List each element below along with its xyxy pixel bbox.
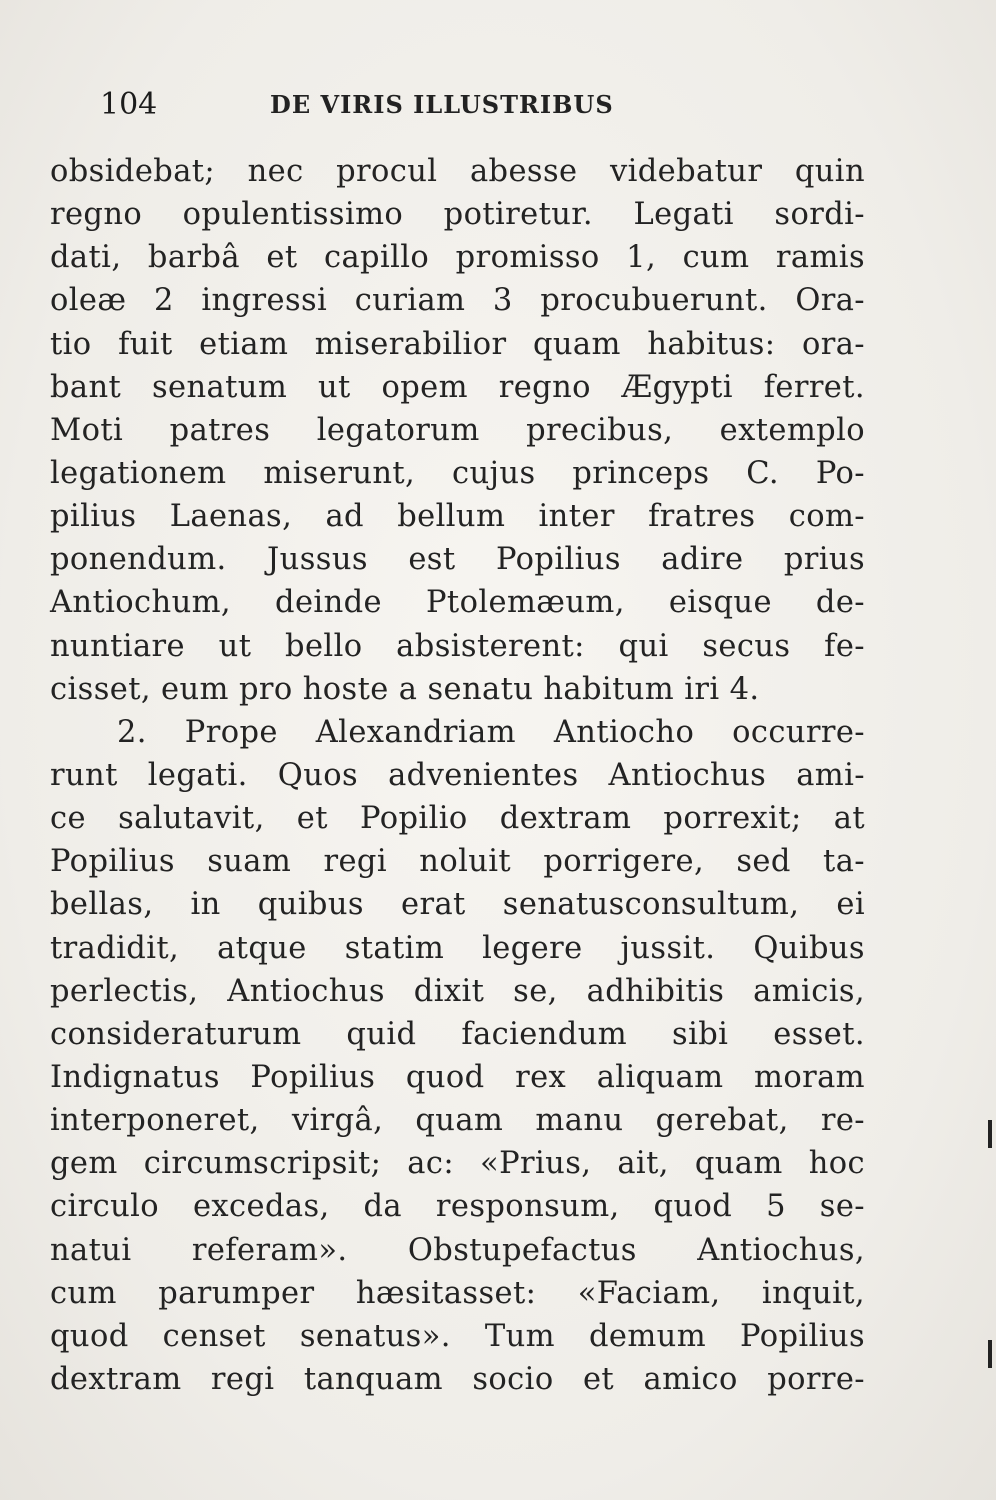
text-line: natui referam». Obstupefactus Antiochus, [50,1232,865,1268]
page-header [100,80,860,130]
text-line: legationem miserunt, cujus princeps C. Po- [50,455,865,491]
paragraph-start-line: 2. Prope Alexandriam Antiocho occurre- [117,714,865,750]
body-text [50,150,865,1401]
page-edge-mark [988,1340,992,1368]
text-line: regno opulentissimo potiretur. Legati sordi- [50,197,865,233]
text-line: Indignatus Popilius quod rex aliquam moram [50,1059,865,1095]
text-line: pilius Laenas, ad bellum inter fratres com- [50,499,865,535]
text-line: quod censet senatus». Tum demum Popilius [50,1318,865,1354]
text-line: obsidebat; nec procul abesse videbatur quin [50,154,865,189]
text-line: runt legati. Quos advenientes Antiochus ami- [50,757,865,793]
text-line: Antiochum, deinde Ptolemæum, eisque de- [50,585,865,621]
text-line: ponendum. Jussus est Popilius adire prius [50,542,865,578]
page-edge-mark [988,1120,992,1148]
text-line: circulo excedas, da responsum, quod 5 se- [50,1189,865,1225]
text-line: nuntiare ut bello absisterent: qui secus fe- [50,628,865,664]
text-line: interponeret, virgâ, quam manu gerebat, re- [50,1103,865,1139]
text-line: bellas, in quibus erat senatusconsultum, ei [50,887,865,923]
text-line: cum parumper hæsitasset: «Faciam, inquit, [50,1275,865,1311]
text-line: perlectis, Antiochus dixit se, adhibitis amicis, [50,973,865,1009]
text-line: dextram regi tanquam socio et amico porre- [50,1361,865,1397]
text-line: ce salutavit, et Popilio dextram porrexit; at [50,801,865,837]
text-line: gem circumscripsit; ac: «Prius, ait, quam hoc [50,1146,865,1182]
text-line: consideraturum quid faciendum sibi esset. [50,1016,865,1052]
text-line: Moti patres legatorum precibus, extemplo [50,412,865,448]
running-title: DE VIRIS ILLUSTRIBUS [270,90,614,119]
text-line: dati, barbâ et capillo promisso 1, cum ramis [50,240,865,276]
text-line: tio fuit etiam miserabilior quam habitus: ora- [50,326,865,362]
text-line: oleæ 2 ingressi curiam 3 procubuerunt. Ora- [50,283,865,319]
text-line: tradidit, atque statim legere jussit. Quibus [50,930,865,966]
page-number: 104 [100,87,158,122]
text-line: Popilius suam regi noluit porrigere, sed ta- [50,844,865,880]
text-line: cisset, eum pro hoste a senatu habitum iri 4. [50,671,760,707]
text-line: bant senatum ut opem regno Ægypti ferret. [50,369,865,405]
